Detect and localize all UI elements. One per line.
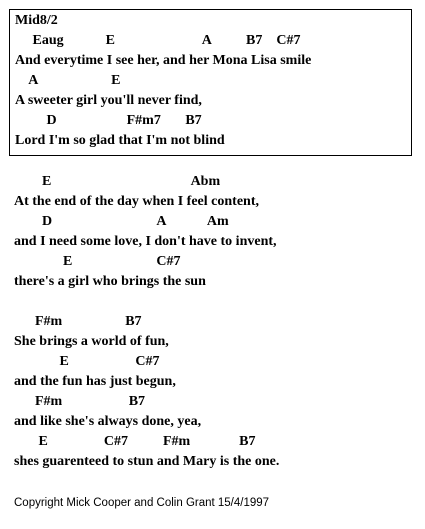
lyric-line: there's a girl who brings the sun (14, 274, 206, 289)
lyric-line: shes guarenteed to stun and Mary is the one. (14, 454, 280, 469)
chord-line: E Abm (14, 174, 221, 189)
chord-line: D F#m7 B7 (15, 113, 202, 128)
chord-line: F#m B7 (14, 394, 146, 409)
chord-line: E C#7 F#m B7 (14, 434, 256, 449)
chord-line: D A Am (14, 214, 229, 229)
copyright-notice: Copyright Mick Cooper and Colin Grant 15/4/1997 (14, 497, 270, 509)
lyric-line: Lord I'm so glad that I'm not blind (15, 133, 225, 148)
lyric-line: and the fun has just begun, (14, 374, 176, 389)
highlighted-section-box (9, 9, 412, 156)
chord-line: Eaug E A B7 C#7 (15, 33, 301, 48)
chord-line: E C#7 (14, 254, 181, 269)
lyric-line: At the end of the day when I feel content, (14, 194, 259, 209)
lyric-line: and I need some love, I don't have to invent, (14, 234, 277, 249)
lyric-line: and like she's always done, yea, (14, 414, 202, 429)
chord-line: A E (15, 73, 121, 88)
chord-line: E C#7 (14, 354, 160, 369)
chord-line: F#m B7 (14, 314, 142, 329)
section-label: Mid8/2 (15, 13, 58, 28)
lyric-line: A sweeter girl you'll never find, (15, 93, 202, 108)
lyric-line: She brings a world of fun, (14, 334, 169, 349)
lyric-line: And everytime I see her, and her Mona Lisa smile (15, 53, 312, 68)
